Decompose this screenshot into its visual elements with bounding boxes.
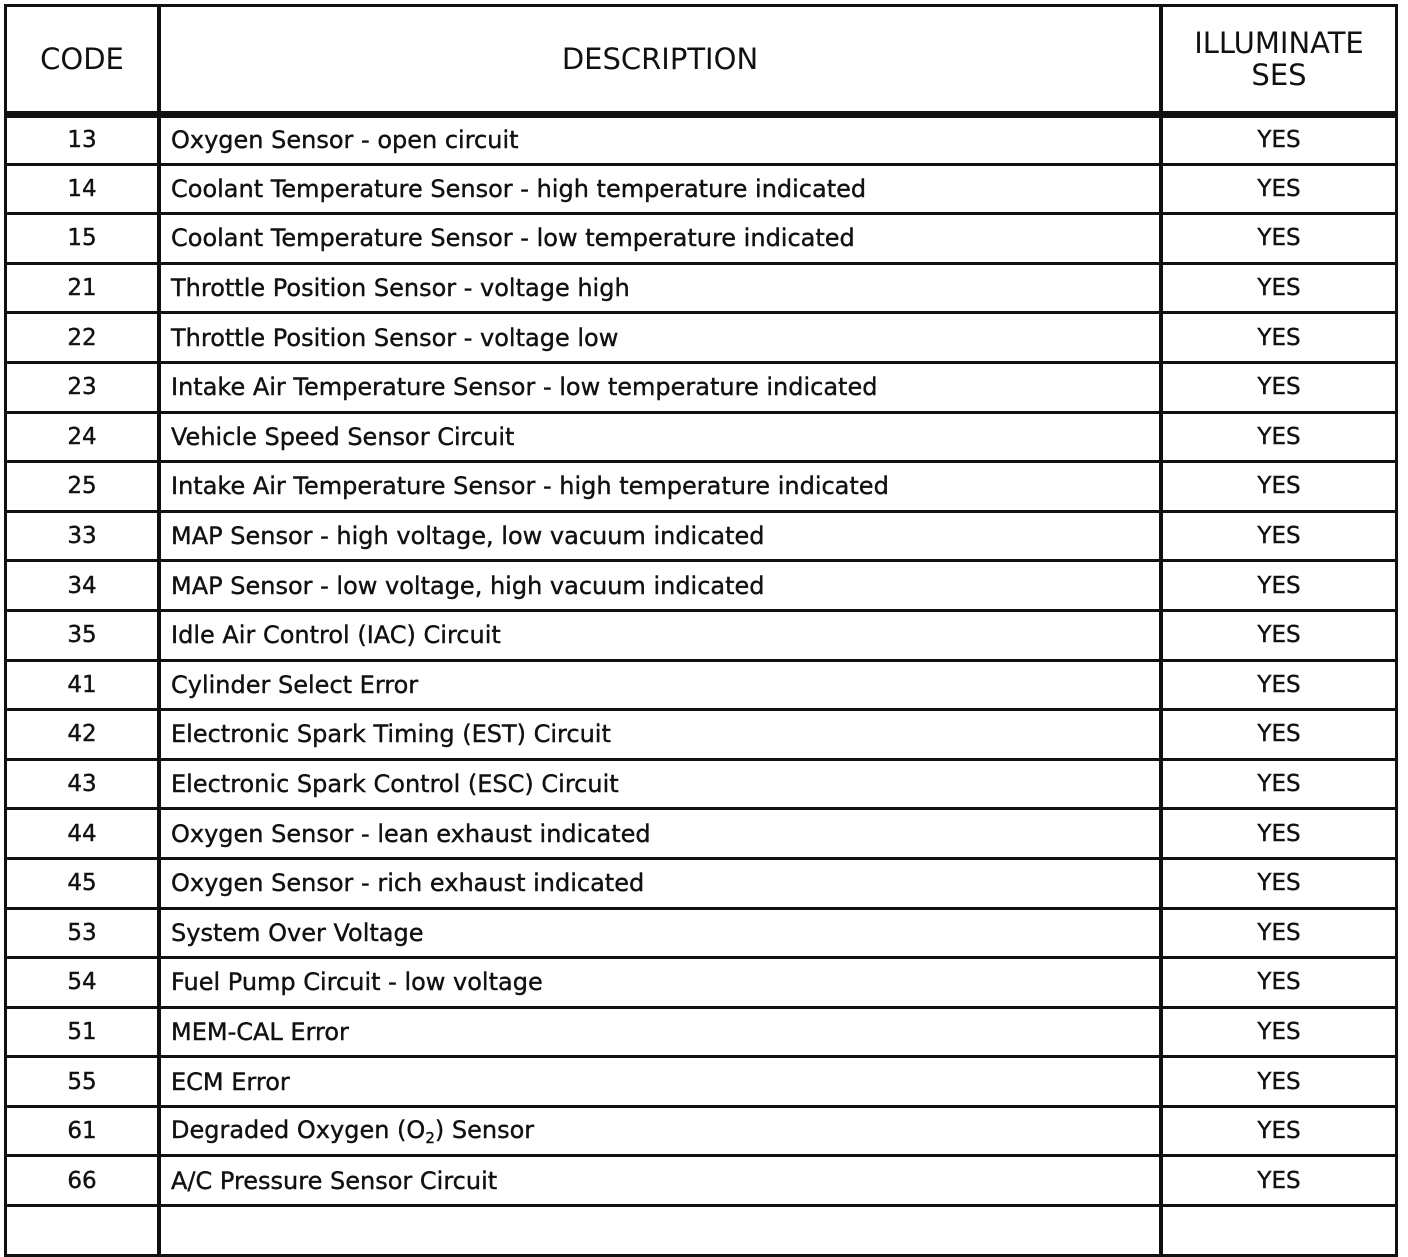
code-cell xyxy=(6,1206,160,1256)
code-cell: 23 xyxy=(6,362,160,412)
code-cell: 25 xyxy=(6,462,160,512)
description-cell: Oxygen Sensor - open circuit xyxy=(159,115,1161,165)
table-row xyxy=(6,1057,1397,1107)
description-cell: MAP Sensor - high voltage, low vacuum indicated xyxy=(159,511,1161,561)
code-cell: 34 xyxy=(6,561,160,611)
description-cell xyxy=(159,1106,1161,1156)
code-cell: 13 xyxy=(6,115,160,165)
table-row xyxy=(6,610,1397,660)
code-cell: 24 xyxy=(6,412,160,462)
description-cell: Coolant Temperature Sensor - high temperature indicated xyxy=(159,164,1161,214)
table-row xyxy=(6,164,1397,214)
illuminate-ses-cell: YES xyxy=(1161,958,1397,1008)
illuminate-ses-cell: YES xyxy=(1161,561,1397,611)
illuminate-ses-cell: YES xyxy=(1161,610,1397,660)
diagnostic-code-table xyxy=(4,4,1398,1257)
table-row xyxy=(6,561,1397,611)
table-row xyxy=(6,462,1397,512)
description-cell: Coolant Temperature Sensor - low temperature indicated xyxy=(159,214,1161,264)
table-row xyxy=(6,1206,1397,1256)
code-cell: 54 xyxy=(6,958,160,1008)
table-row xyxy=(6,1106,1397,1156)
description-cell: Vehicle Speed Sensor Circuit xyxy=(159,412,1161,462)
description-cell: ECM Error xyxy=(159,1057,1161,1107)
description-cell: Intake Air Temperature Sensor - high temperature indicated xyxy=(159,462,1161,512)
header-illuminate-ses xyxy=(1161,6,1397,115)
illuminate-ses-cell: YES xyxy=(1161,115,1397,165)
illuminate-ses-cell: YES xyxy=(1161,263,1397,313)
illuminate-ses-cell: YES xyxy=(1161,462,1397,512)
table-row xyxy=(6,1156,1397,1206)
table-row xyxy=(6,858,1397,908)
code-cell: 55 xyxy=(6,1057,160,1107)
illuminate-ses-cell: YES xyxy=(1161,164,1397,214)
description-cell: Oxygen Sensor - lean exhaust indicated xyxy=(159,809,1161,859)
table-row xyxy=(6,809,1397,859)
illuminate-ses-cell: YES xyxy=(1161,660,1397,710)
description-cell: Idle Air Control (IAC) Circuit xyxy=(159,610,1161,660)
description-cell: A/C Pressure Sensor Circuit xyxy=(159,1156,1161,1206)
code-cell: 41 xyxy=(6,660,160,710)
code-cell: 14 xyxy=(6,164,160,214)
illuminate-ses-cell: YES xyxy=(1161,1057,1397,1107)
code-cell: 33 xyxy=(6,511,160,561)
illuminate-ses-cell: YES xyxy=(1161,313,1397,363)
description-cell: System Over Voltage xyxy=(159,908,1161,958)
illuminate-ses-cell: YES xyxy=(1161,1106,1397,1156)
description-text: ) Sensor xyxy=(434,1115,535,1144)
description-cell: Oxygen Sensor - rich exhaust indicated xyxy=(159,858,1161,908)
illuminate-ses-cell: YES xyxy=(1161,858,1397,908)
code-cell: 15 xyxy=(6,214,160,264)
code-cell: 35 xyxy=(6,610,160,660)
code-cell: 45 xyxy=(6,858,160,908)
illuminate-ses-cell xyxy=(1161,1206,1397,1256)
table-row xyxy=(6,412,1397,462)
illuminate-ses-cell: YES xyxy=(1161,362,1397,412)
description-cell xyxy=(159,1206,1161,1256)
description-subscript: 2 xyxy=(425,1128,435,1147)
code-cell: 53 xyxy=(6,908,160,958)
description-cell: Cylinder Select Error xyxy=(159,660,1161,710)
table-row xyxy=(6,908,1397,958)
illuminate-ses-cell: YES xyxy=(1161,412,1397,462)
table-row xyxy=(6,214,1397,264)
description-cell: Throttle Position Sensor - voltage low xyxy=(159,313,1161,363)
description-cell: MEM-CAL Error xyxy=(159,1007,1161,1057)
description-cell: Throttle Position Sensor - voltage high xyxy=(159,263,1161,313)
header-description: DESCRIPTION xyxy=(159,6,1161,115)
illuminate-ses-cell: YES xyxy=(1161,1007,1397,1057)
description-cell: Fuel Pump Circuit - low voltage xyxy=(159,958,1161,1008)
illuminate-ses-cell: YES xyxy=(1161,908,1397,958)
code-cell: 44 xyxy=(6,809,160,859)
code-cell: 66 xyxy=(6,1156,160,1206)
illuminate-ses-cell: YES xyxy=(1161,710,1397,760)
table-row xyxy=(6,263,1397,313)
code-cell: 21 xyxy=(6,263,160,313)
table-row xyxy=(6,1007,1397,1057)
description-cell: Intake Air Temperature Sensor - low temperature indicated xyxy=(159,362,1161,412)
illuminate-ses-cell: YES xyxy=(1161,511,1397,561)
illuminate-ses-cell: YES xyxy=(1161,809,1397,859)
code-cell: 42 xyxy=(6,710,160,760)
header-row xyxy=(6,6,1397,115)
header-code: CODE xyxy=(6,6,160,115)
description-cell: MAP Sensor - low voltage, high vacuum indicated xyxy=(159,561,1161,611)
table-row xyxy=(6,362,1397,412)
description-text: Degraded Oxygen (O xyxy=(171,1115,426,1144)
code-cell: 51 xyxy=(6,1007,160,1057)
description-cell: Electronic Spark Control (ESC) Circuit xyxy=(159,759,1161,809)
illuminate-ses-cell: YES xyxy=(1161,759,1397,809)
table-row xyxy=(6,958,1397,1008)
illuminate-ses-cell: YES xyxy=(1161,214,1397,264)
table-row xyxy=(6,115,1397,165)
header-ses-line1: ILLUMINATE xyxy=(1194,26,1364,60)
illuminate-ses-cell: YES xyxy=(1161,1156,1397,1206)
code-cell: 43 xyxy=(6,759,160,809)
table-row xyxy=(6,710,1397,760)
header-ses-line2: SES xyxy=(1251,58,1307,92)
description-cell: Electronic Spark Timing (EST) Circuit xyxy=(159,710,1161,760)
code-cell: 61 xyxy=(6,1106,160,1156)
table-row xyxy=(6,660,1397,710)
table-row xyxy=(6,313,1397,363)
code-cell: 22 xyxy=(6,313,160,363)
table-row xyxy=(6,511,1397,561)
table-row xyxy=(6,759,1397,809)
